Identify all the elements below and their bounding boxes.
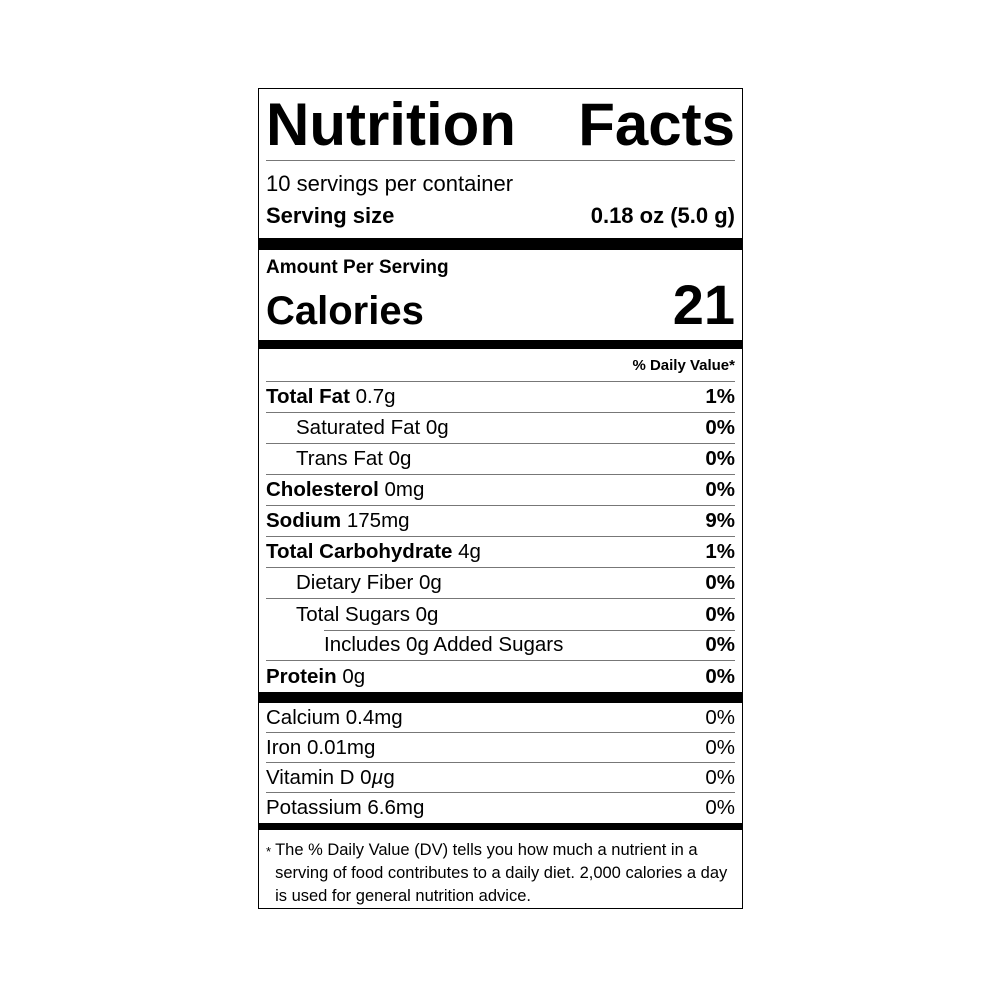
nutrient-amount: Dietary Fiber 0g: [296, 571, 442, 595]
nutrient-name: Cholesterol: [266, 478, 379, 502]
nutrient-amount: 4g: [452, 540, 481, 564]
nutrient-dv: 9%: [705, 509, 735, 533]
nutrient-amount: Includes 0g Added Sugars: [324, 633, 564, 657]
servings-per-container: 10 servings per container: [266, 171, 514, 196]
daily-value-footnote: [266, 830, 735, 908]
micronutrient-row-calcium: [266, 703, 735, 733]
nutrient-row-added-sugars: [266, 630, 735, 661]
micronutrient-dv: 0%: [705, 765, 735, 789]
nutrient-amount: 175mg: [341, 509, 410, 533]
nutrient-name: Sodium: [266, 509, 342, 533]
footnote-asterisk: *: [266, 844, 272, 860]
nutrient-dv: 0%: [705, 571, 735, 595]
nutrient-amount: 0mg: [378, 478, 425, 502]
nutrient-row-saturated-fat: [266, 413, 735, 444]
nutrient-amount: Saturated Fat 0g: [296, 416, 449, 440]
nutrient-name: Protein: [266, 664, 337, 688]
title-word-nutrition: Nutrition: [266, 91, 516, 158]
calories-row: [266, 273, 735, 340]
nutrient-amount: Trans Fat 0g: [296, 447, 412, 471]
micronutrient-dv: 0%: [705, 705, 735, 729]
micronutrient-dv: 0%: [705, 735, 735, 759]
nutrient-amount: Total Sugars 0g: [296, 602, 439, 626]
nutrient-dv: 1%: [705, 385, 735, 409]
micronutrient-name: Potassium 6.6mg: [266, 796, 425, 820]
calories-value: 21: [672, 273, 735, 337]
micronutrient-name: Iron 0.01mg: [266, 735, 376, 759]
nutrient-name: Total Carbohydrate: [266, 540, 453, 564]
serving-size-row: [266, 198, 735, 238]
nutrient-dv: 0%: [705, 416, 735, 440]
serving-size-label: Serving size: [266, 202, 395, 228]
nutrient-row-trans-fat: [266, 444, 735, 475]
micronutrient-name: Vitamin D 0µg: [266, 765, 395, 789]
nutrient-row-total-fat: [266, 382, 735, 413]
mu-symbol: µ: [371, 765, 384, 789]
nutrient-dv: 0%: [705, 664, 735, 688]
nutrient-amount: 0g: [336, 664, 366, 688]
section-divider-thick: [259, 692, 742, 703]
title-word-facts: Facts: [578, 91, 735, 158]
section-divider-medium: [259, 823, 742, 830]
nutrient-row-dietary-fiber: [266, 568, 735, 599]
micronutrient-name: Calcium 0.4mg: [266, 705, 403, 729]
nutrient-row-cholesterol: [266, 475, 735, 506]
amount-per-serving-label: Amount Per Serving: [266, 256, 449, 278]
nutrient-row-sodium: [266, 506, 735, 537]
micronutrient-dv: 0%: [705, 796, 735, 820]
micronutrient-row-potassium: [266, 793, 735, 823]
nutrient-name: Total Fat: [266, 385, 350, 409]
daily-value-header: % Daily Value*: [266, 349, 735, 382]
nutrition-facts-label: [258, 88, 743, 909]
nutrient-dv: 0%: [705, 447, 735, 471]
micronutrient-row-vitamin-d: [266, 763, 735, 793]
serving-size-value: 0.18 oz (5.0 g): [590, 202, 735, 228]
calories-label: Calories: [266, 289, 424, 334]
label-title: [266, 89, 735, 161]
section-divider-thick: [259, 238, 742, 250]
nutrient-dv: 0%: [705, 602, 735, 626]
nutrient-dv: 0%: [705, 478, 735, 502]
section-divider-medium: [259, 340, 742, 349]
nutrient-row-protein: [266, 661, 735, 692]
nutrient-row-total-sugars: [266, 599, 735, 630]
micronutrient-row-iron: [266, 733, 735, 763]
nutrient-dv: 0%: [705, 633, 735, 657]
nutrient-dv: 1%: [705, 540, 735, 564]
footnote-text: The % Daily Value (DV) tells you how much a nutrient in a serving of food contributes to a daily diet. 2,000 calories a day is used for general nutrition advice.: [275, 841, 728, 906]
nutrient-amount: 0.7g: [349, 385, 396, 409]
nutrient-row-total-carbohydrate: [266, 537, 735, 568]
